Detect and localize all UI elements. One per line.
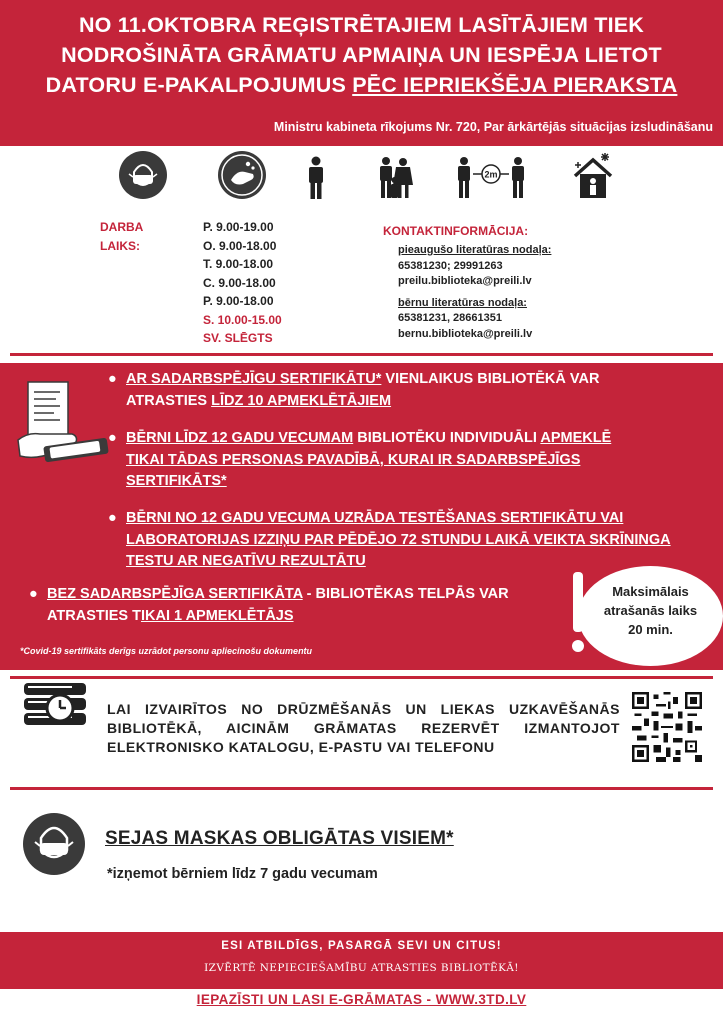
rule-4-underlined-b: IKAI 1 APMEKLĒTĀJS [140,607,294,624]
hours-day: O. 9.00-18.00 [203,238,277,253]
hours-day: P. 9.00-18.00 [203,294,274,308]
face-mask-icon [22,812,86,876]
rule-2-text: BIBLIOTĒKU INDIVIDUĀLI [353,430,541,446]
distance-label: 2m [484,169,498,180]
family-icon [377,156,413,200]
rule-item-3 [108,508,696,573]
hours-day: P. 9.00-19.00 [203,220,274,234]
person-icon [306,156,326,200]
reservation-message: LAI IZVAIRĪTOS NO DRŪZMĒŠANĀS UN LIEKAS UZKAVĒŠANĀS BIBLIOTĒKĀ, AICINĀM GRĀMATAS REZERVĒT IZMANTOJOT ELEKTRONISKO KATALOGU, E-PASTU VAI TELEFONU [107,701,620,755]
bubble-line-3: 20 min. [628,622,673,637]
bullet-icon: ● [108,430,117,446]
rule-1-text: VIENLAIKUS BIBLIOTĒKĀ VAR ATRASTIES [126,371,600,409]
ebooks-link[interactable]: IEPAZĪSTI UN LASI E-GRĀMATAS - WWW.3TD.LV [196,992,527,1007]
footer-slogan: ESI ATBILDĪGS, PASARGĀ SEVI UN CITUS! [221,940,502,952]
contact-info [383,224,703,342]
divider [10,676,713,679]
certificate-phone-icon [16,380,116,475]
adult-department-heading: pieaugušo literatūras nodaļa: [398,244,552,256]
title-line-3-text: DATORU E-PAKALPOJUMUS [45,73,353,97]
footer-advice: IZVĒRTĒ NEPIECIEŠAMĪBU ATRASTIES BIBLIOTĒKĀ! [204,962,519,974]
bubble-line-2: atrašanās laiks [603,603,698,618]
hours-day-saturday: S. 10.00-15.00 [203,312,282,327]
adult-department [398,243,703,290]
hours-day: C. 9.00-18.00 [203,275,276,290]
divider [10,787,713,790]
hours-day: T. 9.00-18.00 [203,257,274,271]
rule-item-1 [108,369,666,412]
title-line-3 [8,70,715,100]
rule-item-2 [108,428,646,493]
hours-label: DARBA LAIKS: [100,220,143,253]
bullet-icon: ● [108,510,117,526]
distance-icon [456,156,526,200]
rule-1-underlined-a: AR SADARBSPĒJĪGU SERTIFIKĀTU* [126,371,382,387]
rule-1-underlined-b: LĪDZ 10 APMEKLĒTĀJIEM [211,392,392,409]
mask-exception-note: *izņemot bērniem līdz 7 gadu vecumam [107,866,378,882]
page-title [8,10,715,100]
rule-3-underlined: BĒRNI NO 12 GADU VECUMA UZRĀDA TESTĒŠANAS SERTIFIKĀTU VAI LABORATORIJAS IZZIŅU PAR PĒDĒJO 72 STUNDU LAIKĀ VEIKTA SKRĪNINGA TESTU AR NEGATĪVU REZULTĀTU [126,510,671,569]
bullet-icon: ● [29,586,38,602]
rule-item-4 [29,584,567,627]
certificate-note: *Covid-19 sertifikāts derīgs uzrādot personu apliecinošu dokumentu [20,646,313,656]
mask-icon [118,150,168,200]
max-stay-bubble [578,566,723,666]
rule-4-underlined-a: BEZ SADARBSPĒJĪGA SERTIFIKĀTA [47,586,303,602]
child-department [398,296,703,343]
divider [10,353,713,356]
title-line-3-underlined: PĒC IEPRIEKŠĒJA PIERAKSTA [352,73,678,97]
title-line-1: NO 11.OKTOBRA REĢISTRĒTAJIEM LASĪTĀJIEM TIEK [78,13,645,37]
bullet-icon: ● [108,371,117,387]
mask-requirement-title: SEJAS MASKAS OBLIGĀTAS VISIEM* [105,828,454,849]
book-stack-clock-icon [20,667,98,737]
qr-code-icon[interactable] [632,692,702,762]
hours-list [203,218,313,348]
rule-2-underlined-b: APMEKLĒ TIKAI TĀDAS PERSONAS PAVADĪBĀ, KURAI IR SADARBSPĒJĪGS SERTIFIKĀTS* [126,430,612,489]
adult-phones: 65381230; 29991263 [398,259,503,272]
adult-email[interactable]: preilu.biblioteka@preili.lv [398,275,532,287]
hours-day-sunday: SV. SLĒGTS [203,331,273,345]
title-line-2: NODROŠINĀTA GRĀMATU APMAIŅA UN IESPĒJA LIETOT [61,43,662,67]
regulation-subtitle: Ministru kabineta rīkojums Nr. 720, Par ārkārtējās situācijas izsludināšanu [273,120,713,134]
child-department-heading: bērnu literatūras nodaļa: [398,296,527,309]
rule-4-text: - BIBLIOTĒKAS TELPĀS VAR ATRASTIES T [47,586,509,624]
icon-row [110,150,630,210]
stay-home-icon [572,150,614,200]
bubble-line-1: Maksimālais [612,584,689,599]
child-email[interactable]: bernu.biblioteka@preili.lv [398,327,533,340]
handwash-icon [217,150,267,200]
child-phones: 65381231, 28661351 [398,312,502,324]
contact-title: KONTAKTINFORMĀCIJA: [383,224,529,238]
rule-2-underlined-a: BĒRNI LĪDZ 12 GADU VECUMAM [126,430,354,446]
